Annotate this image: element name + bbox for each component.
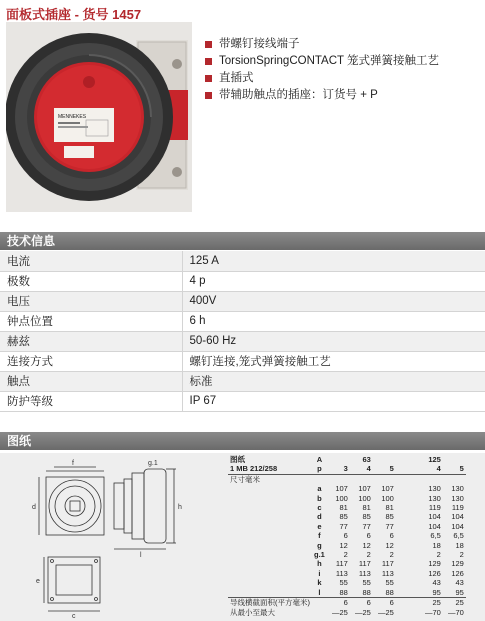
- feature-item: 带辅助触点的插座：订货号 + P: [205, 87, 439, 104]
- bullet-icon: [205, 75, 212, 82]
- dimension-drawing: [4, 457, 226, 619]
- table-row: i 113 113 113 126 126: [318, 568, 464, 578]
- table-row: h 117 117 117 129 129: [317, 559, 464, 569]
- bullet-icon: [205, 92, 212, 99]
- spec-table: [0, 251, 485, 412]
- table-row: k 55 55 55 43 43: [317, 578, 464, 588]
- dim-label-g1: g.1: [148, 460, 158, 467]
- bullet-icon: [205, 58, 212, 65]
- product-photo: [6, 22, 192, 212]
- table-row: 导线横截面积(平方毫米) 6 6 6 25 25: [230, 598, 464, 608]
- table-header-row: 图纸 A 63 125: [230, 455, 441, 464]
- table-row: 赫兹 50-60 Hz: [0, 331, 485, 351]
- table-row: l 88 88 88 95 95: [228, 588, 466, 598]
- table-row: 极数 4 p: [0, 271, 485, 291]
- table-row: 连接方式 螺钉连接,笼式弹簧接触工艺: [0, 351, 485, 371]
- tech-info-header: 技术信息: [0, 232, 485, 250]
- table-row: f 6 6 6 6,5 6,5: [318, 531, 464, 541]
- drawing-header: 图纸: [0, 432, 485, 450]
- product-title: 面板式插座 - 货号 1457: [6, 7, 142, 22]
- dim-label-d: d: [32, 504, 36, 511]
- table-row: 从最小至最大 —25 —25 —25 —70 —70: [230, 607, 464, 617]
- table-row: d 85 85 85 104 104: [317, 512, 464, 522]
- dimension-table: [228, 455, 466, 617]
- dim-label-h: h: [178, 504, 182, 511]
- table-row: 防护等级 IP 67: [0, 391, 485, 411]
- feature-item: 直插式: [205, 70, 439, 87]
- photo-brand-label: MENNEKES: [58, 114, 87, 120]
- dim-label-f: f: [72, 460, 74, 467]
- dim-label-c: c: [72, 613, 76, 619]
- dim-label-l: l: [140, 552, 142, 559]
- table-header-row: 1 MB 212/258 p 3 4 5 4 5: [230, 464, 464, 474]
- table-row: 触点 标准: [0, 371, 485, 391]
- table-row: e 77 77 77 104 104: [317, 521, 464, 531]
- dim-label-e: e: [36, 578, 40, 585]
- table-row: a 107 107 107 130 130: [317, 484, 464, 494]
- feature-item: TorsionSpringCONTACT 笼式弹簧接触工艺: [205, 53, 439, 70]
- feature-list: [205, 36, 439, 104]
- table-row: b 100 100 100 130 130: [317, 493, 464, 503]
- table-row: 钟点位置 6 h: [0, 311, 485, 331]
- feature-item: 带螺钉接线端子: [205, 36, 439, 53]
- table-row: g 12 12 12 18 18: [317, 540, 464, 550]
- table-row: 尺寸毫米: [230, 474, 260, 484]
- bullet-icon: [205, 41, 212, 48]
- table-row: c 81 81 81 119 119: [317, 503, 464, 513]
- table-row: 电流 125 A: [0, 251, 485, 271]
- table-row: 电压 400V: [0, 291, 485, 311]
- table-row: g.1 2 2 2 2 2: [314, 550, 464, 560]
